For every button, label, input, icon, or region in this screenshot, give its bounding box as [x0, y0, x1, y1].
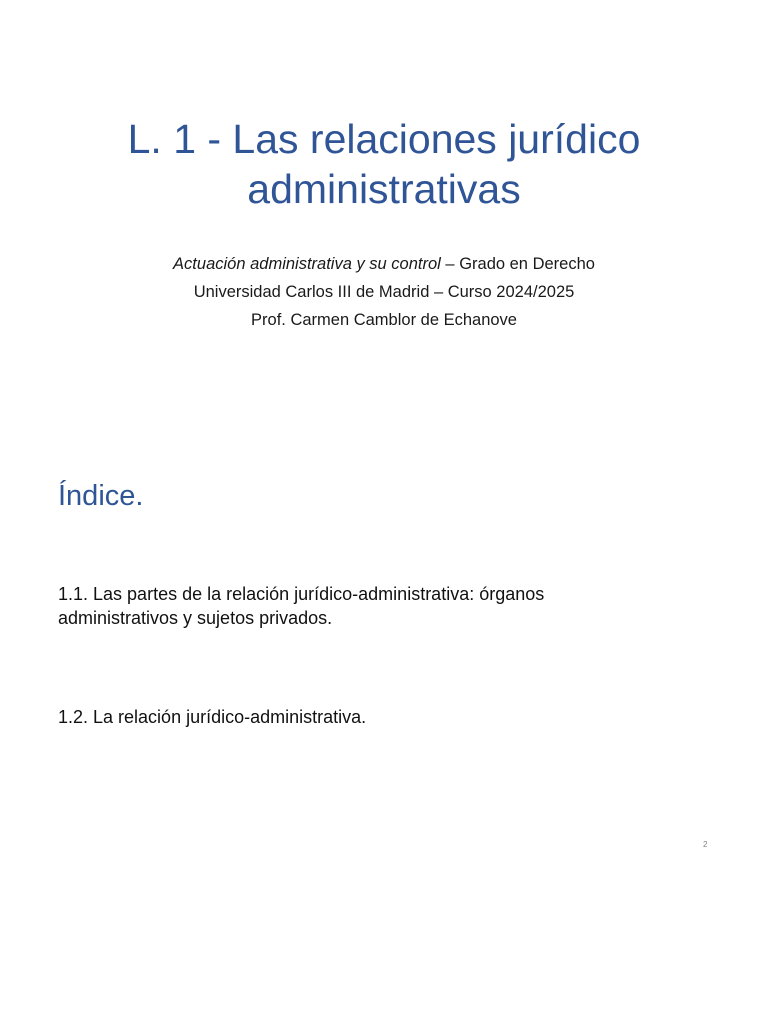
index-item-2	[58, 705, 698, 729]
title-line-2: administrativas	[247, 166, 521, 212]
index-item-1-line-2: administrativos y sujetos privados.	[58, 608, 333, 628]
index-heading: Índice.	[58, 480, 144, 512]
page-title	[0, 114, 768, 214]
subtitle-block	[0, 250, 768, 334]
university-line: Universidad Carlos III de Madrid – Curso 2024/2025	[193, 283, 575, 301]
title-line-1: L. 1 - Las relaciones jurídico	[127, 116, 641, 162]
page-number: 2	[703, 840, 708, 849]
professor-line: Prof. Carmen Camblor de Echanove	[251, 311, 517, 329]
index-item-1	[58, 582, 698, 630]
index-item-1-line-1: 1.1. Las partes de la relación jurídico-administrativa: órganos	[58, 584, 545, 604]
degree-name: – Grado en Derecho	[440, 255, 595, 273]
course-line	[0, 250, 768, 278]
course-name: Actuación administrativa y su control	[173, 255, 441, 273]
index-item-2-line-1: 1.2. La relación jurídico-administrativa.	[58, 707, 367, 727]
